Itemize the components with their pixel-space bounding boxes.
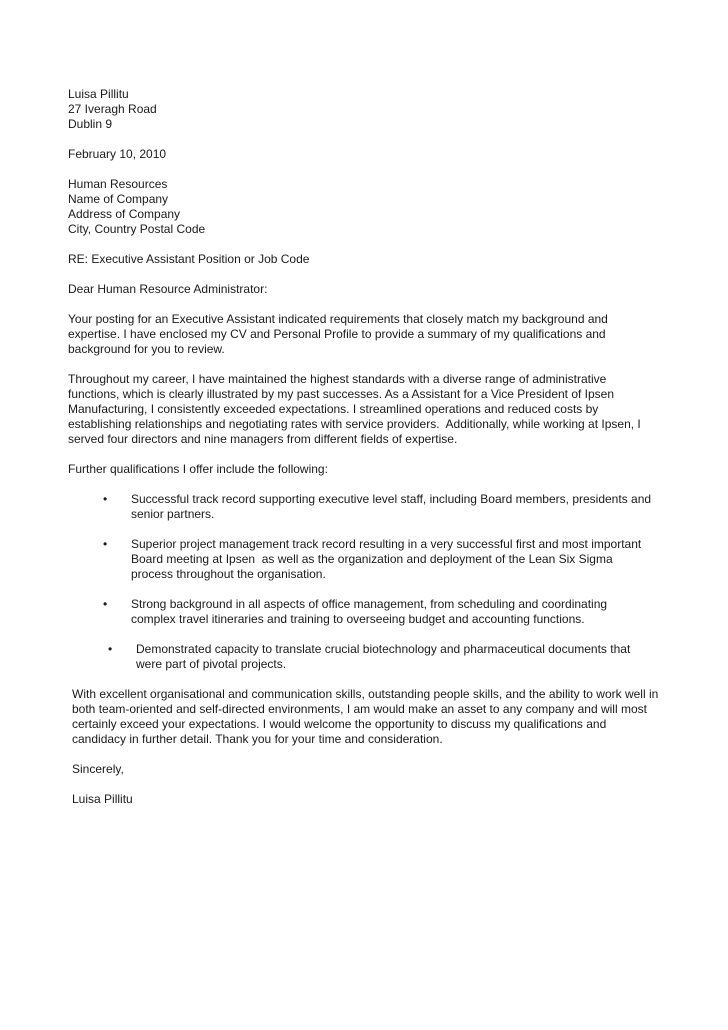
sender-name: Luisa Pillitu — [68, 87, 129, 101]
qualifications-list — [103, 492, 655, 672]
bullet-text: Strong background in all aspects of office management, from scheduling and coordinating complex travel itineraries and training to overseeing budget and accounting functions. — [131, 597, 611, 626]
list-item — [108, 642, 655, 672]
closing-paragraph: With excellent organisational and communication skills, outstanding people skills, and the ability to work well in both team-oriented and self-directed environments, I am would make an asset to any company and will most certainly exceed your expectations. I would welcome the opportunity to discuss my qualifications and candidacy in further detail. Thank you for your time and consideration. — [72, 687, 662, 746]
date-block — [68, 147, 660, 162]
bullet-marker: • — [103, 537, 108, 551]
recipient-block — [68, 177, 660, 237]
recipient-line: Name of Company — [68, 192, 169, 206]
salutation: Dear Human Resource Administrator: — [68, 282, 268, 296]
bullet-text: Superior project management track record resulting in a very successful first and most important Board meeting at Ipsen as well as the organization and deployment of the Lean Six Sigma process throughout the organisation. — [131, 537, 645, 581]
bullet-text: Successful track record supporting executive level staff, including Board members, presidents and senior partners. — [131, 492, 655, 521]
re-line: RE: Executive Assistant Position or Job Code — [68, 252, 310, 266]
list-item — [103, 597, 655, 627]
bullet-marker: • — [108, 642, 113, 656]
body-paragraph: Throughout my career, I have maintained the highest standards with a diverse range of administrative functions, which is clearly illustrated by my past successes. As a Assistant for a Vice President of Ipsen Manufacturing, I consistently exceeded expectations. I streamlined operations and reduced costs by establishing relationships and negotiating rates with service providers. Additionally, while working at Ipsen, I served four directors and nine managers from different fields of expertise. — [68, 372, 645, 446]
sender-address-line2: Dublin 9 — [68, 117, 113, 131]
body-paragraph: Further qualifications I offer include the following: — [68, 462, 328, 476]
bullet-marker: • — [103, 597, 108, 611]
bullet-marker: • — [103, 492, 108, 506]
signature-name: Luisa Pillitu — [72, 792, 133, 806]
recipient-line: Address of Company — [68, 207, 181, 221]
valediction: Sincerely, — [72, 762, 124, 776]
recipient-line: City, Country Postal Code — [68, 222, 206, 236]
recipient-line: Human Resources — [68, 177, 168, 191]
list-item — [103, 537, 655, 582]
list-item — [103, 492, 655, 522]
sender-block — [68, 87, 660, 132]
body-paragraph: Your posting for an Executive Assistant indicated requirements that closely match my background and expertise. I have enclosed my CV and Personal Profile to provide a summary of my qualifications and background for you to review. — [68, 312, 612, 356]
date-line: February 10, 2010 — [68, 147, 167, 161]
sender-address-line1: 27 Iveragh Road — [68, 102, 157, 116]
bullet-text: Demonstrated capacity to translate crucial biotechnology and pharmaceutical documents that were part of pivotal projects. — [136, 642, 634, 671]
